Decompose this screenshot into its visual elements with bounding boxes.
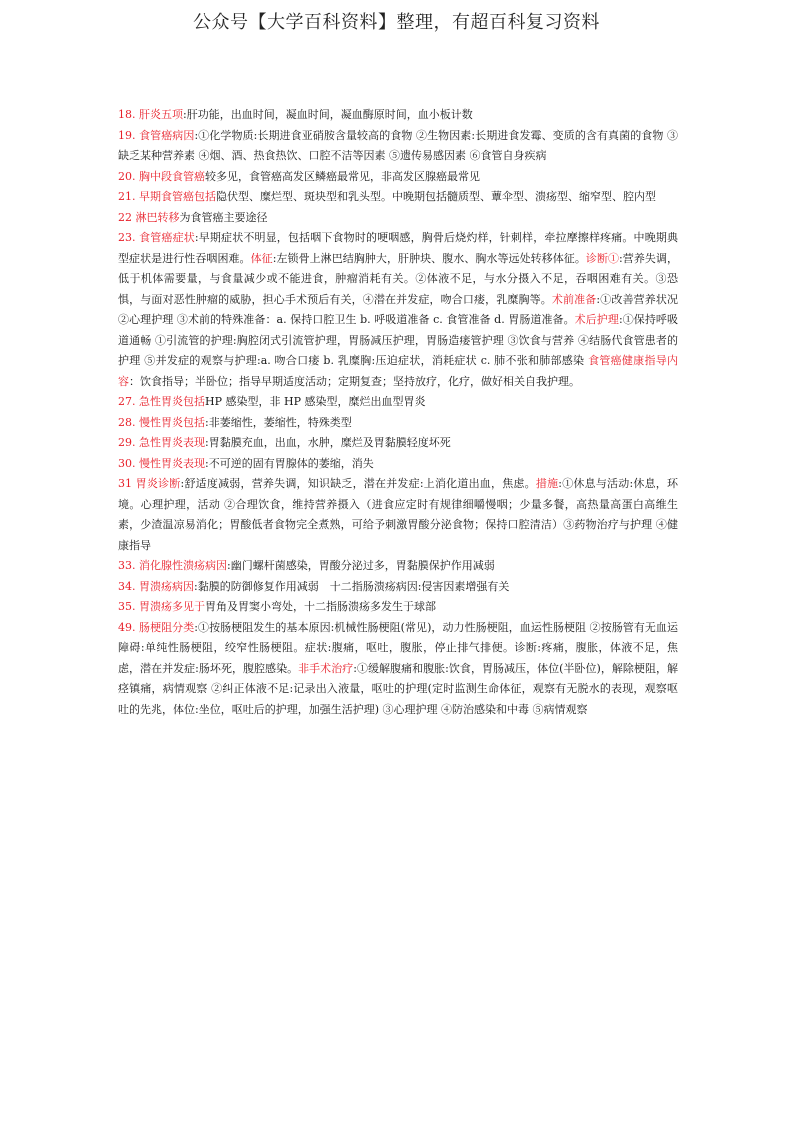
note-text: :①休息与活动:休息，环境。心理护理，活动 ②合理饮食，维持营养摄入（进食应定时有规律细嚼慢咽；少量多餐，高热量高蛋白高维生素，少渣温凉易消化；胃酸低者食物完全煮熟，可给予刺激胃酸分泌食物；保持口腔清洁）③药物治疗与护理 ④健康指导 (118, 477, 678, 552)
note-heading: 28. 慢性胃炎包括 (118, 415, 205, 429)
note-heading: 诊断① (585, 251, 620, 265)
note-heading: 33. 消化腺性溃疡病因 (118, 559, 227, 572)
note-item (118, 454, 678, 475)
note-heading: 22 淋巴转移 (118, 210, 180, 224)
note-item (118, 105, 678, 126)
note-text: :①保持呼吸道通畅 ①引流管的护理:胸腔闭式引流管护理，胃肠减压护理，胃肠造瘘管护理 ③饮食与营养 ④结肠代食管患者的护理 ⑤并发症的观察与护理:a. 吻合口瘘 b. 乳糜胸:压迫症状，消耗症状 c. 肺不张和肺部感染 (118, 313, 678, 367)
note-heading: 27. 急性胃炎包括 (118, 395, 205, 408)
note-item (118, 187, 678, 208)
note-text: :胃黏膜充血，出血，水肿，糜烂及胃黏膜轻度坏死 (205, 436, 451, 449)
note-heading: 食管癌健康指导内容 (118, 354, 678, 388)
note-heading: 非手术治疗 (298, 661, 354, 675)
note-text: :非萎缩性，萎缩性，特殊类型 (205, 415, 352, 429)
note-text: ：饮食指导；半卧位；指导早期适度活动；定期复查；坚持放疗，化疗，做好相关自我护理。 (129, 374, 580, 388)
note-heading: 29. 急性胃炎表现 (118, 436, 205, 449)
note-heading: 23. 食管癌症状 (118, 231, 195, 244)
note-text: :①按肠梗阻发生的基本原因:机械性肠梗阻(常见)，动力性肠梗阻，血运性肠梗阻 ②按肠管有无血运障碍:单纯性肠梗阻，绞窄性肠梗阻。症状:腹痛，呕吐，腹胀，停止排气排便。诊断:疼痛，腹胀，体液不足，焦虑，潜在并发症:肠坏死，腹腔感染。 (118, 620, 678, 675)
note-text: 较多见，食管癌高发区鳞癌最常见，非高发区腺癌最常见 (205, 169, 480, 183)
note-item (118, 126, 678, 167)
note-text: :①改善营养状况 ②心理护理 ③术前的特殊准备：a. 保持口腔卫生 b. 呼吸道准备 c. 食管准备 d. 胃肠道准备。 (118, 292, 679, 326)
note-heading: 30. 慢性胃炎表现 (118, 456, 205, 470)
note-heading: 35. 胃溃疡多见于 (118, 600, 205, 613)
note-item (118, 228, 678, 392)
note-text: :左锁骨上淋巴结胸肿大，肝肿块、腹水、胸水等远处转移体征。 (272, 251, 586, 265)
note-item (118, 556, 678, 577)
note-text: 隐伏型、糜烂型、斑块型和乳头型。中晚期包括髓质型、蕈伞型、溃疡型、缩窄型、腔内型 (216, 190, 656, 203)
note-text: :肝功能，出血时间，凝血时间，凝血酶原时间，血小板计数 (183, 108, 473, 121)
note-heading: 19. 食管癌病因 (118, 128, 195, 142)
note-item (118, 392, 678, 413)
note-heading: 体征 (250, 251, 273, 265)
note-heading: 21. 早期食管癌包括 (118, 190, 216, 203)
note-text: :营养失调，低于机体需要量，与食量减少或不能进食，肿瘤消耗有关。②体液不足，与水分摄入不足，吞咽困难有关。③恐惧，与面对恶性肿瘤的威胁，担心手术预后有关，④潜在并发症，吻合口瘘，乳糜胸等。 (118, 251, 679, 306)
note-item (118, 618, 678, 721)
note-item (118, 597, 678, 618)
note-heading: 18. 肝炎五项 (118, 108, 183, 121)
note-heading: 34. 胃溃疡病因 (118, 579, 194, 593)
note-item (118, 577, 678, 598)
note-item (118, 433, 678, 454)
note-item (118, 413, 678, 434)
note-text: :舒适度减弱，营养失调，知识缺乏，潜在并发症:上消化道出血，焦虑。 (180, 477, 536, 490)
note-text: :不可逆的固有胃腺体的萎缩，消失 (205, 456, 374, 470)
note-heading: 31 胃炎诊断 (118, 477, 181, 490)
page-header: 公众号【大学百科资料】整理，有超百科复习资料 (193, 12, 600, 33)
note-text: :早期症状不明显，包括咽下食物时的哽咽感，胸骨后烧灼样，针刺样，牵拉摩擦样疼痛。中晚期典型症状是进行性吞咽困难。 (118, 231, 678, 265)
document-body (118, 105, 678, 720)
note-item (118, 474, 678, 556)
note-heading: 术前准备 (551, 292, 597, 306)
note-heading: 20. 胸中段食管癌 (118, 169, 205, 183)
note-heading: 措施 (535, 477, 559, 490)
note-text: :幽门螺杆菌感染，胃酸分泌过多，胃黏膜保护作用减弱 (227, 559, 495, 572)
note-text: :①缓解腹痛和腹胀:饮食，胃肠减压，体位(半卧位)，解除梗阻，解痉镇痛，病情观察 ②纠正体液不足:记录出入液量，呕吐的护理(定时监测生命体征，观察有无脱水的表现，观察呕吐的先兆，体位:坐位，呕吐后的护理，加强生活护理) ③心理护理 ④防治感染和中毒 ⑤病情观察 (118, 661, 678, 716)
note-text: 为食管癌主要途径 (179, 210, 268, 224)
note-heading: 49. 肠梗阻分类 (118, 620, 195, 634)
note-text: :①化学物质:长期进食亚硝胺含量较高的食物 ②生物因素:长期进食发霉、变质的含有真菌的食物 ③缺乏某种营养素 ④烟、酒、热食热饮、口腔不洁等因素 ⑤遗传易感因素 ⑥食管自身疾病 (118, 128, 679, 162)
note-text: :黏膜的防御修复作用减弱 十二指肠溃疡病因:侵害因素增强有关 (194, 579, 510, 593)
note-text: HP 感染型，非 HP 感染型，糜烂出血型胃炎 (205, 395, 426, 408)
note-item (118, 167, 678, 188)
note-heading: 术后护理 (574, 313, 619, 326)
note-text: 胃角及胃窦小弯处，十二指肠溃疡多发生于球部 (205, 600, 436, 613)
note-item (118, 208, 678, 229)
